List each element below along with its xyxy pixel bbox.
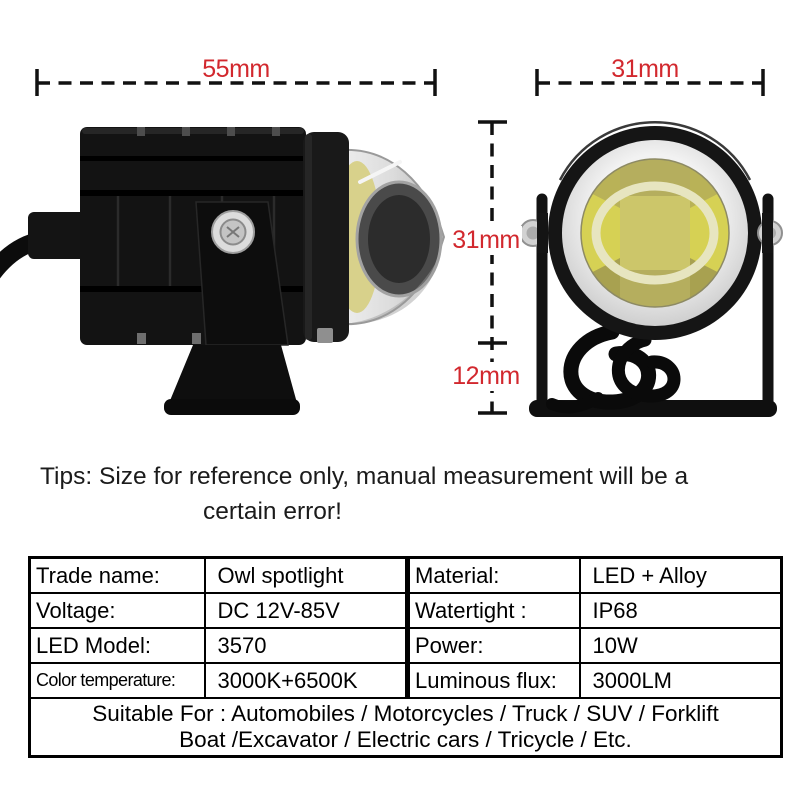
spec-label-trade-name: Trade name: [30,558,205,594]
spec-value-material: LED + Alloy [580,558,782,594]
spec-value-power: 10W [580,628,782,663]
bracket-bolt-left [520,213,548,253]
spotlight-side-view-image [0,110,470,430]
spec-label-watertight: Watertight : [408,593,580,628]
spec-row-colortemp-flux [30,663,782,698]
spec-value-led-model: 3570 [205,628,408,663]
pivot-bolt [212,211,254,253]
spec-table [28,556,783,758]
spec-row-trade-material [30,558,782,594]
suitable-for-cell [30,698,782,757]
spec-value-color-temperature: 3000K+6500K [205,663,408,698]
power-cable [0,212,86,274]
suitable-for-line2: Boat /Excavator / Electric cars / Tricycle / Etc. [179,727,632,752]
coiled-wire [552,332,674,407]
tips-line2: certain error! [203,498,342,525]
lens-end-cap [303,132,349,343]
tips-line1: Tips: Size for reference only, manual measurement will be a [40,463,689,490]
dimension-label-31mm-side: 31mm [450,226,522,255]
tips-note [40,459,688,529]
spotlight-front-view-image [505,110,800,445]
bracket-bolt-right [758,213,782,253]
spec-value-watertight: IP68 [580,593,782,628]
spec-label-power: Power: [408,628,580,663]
spec-label-luminous-flux: Luminous flux: [408,663,580,698]
spec-label-led-model: LED Model: [30,628,205,663]
spec-label-color-temperature: Color temperature: [30,663,205,698]
projector-lens-dome [333,150,444,324]
spec-label-voltage: Voltage: [30,593,205,628]
spec-label-material: Material: [408,558,580,594]
spec-value-trade-name: Owl spotlight [205,558,408,594]
spec-value-luminous-flux: 3000LM [580,663,782,698]
spec-value-voltage: DC 12V-85V [205,593,408,628]
suitable-for-row [30,698,782,757]
lamp-face [548,122,762,340]
spec-row-voltage-watertight [30,593,782,628]
suitable-for-line1: Suitable For : Automobiles / Motorcycles / Truck / SUV / Forklift [92,701,719,726]
dimension-label-31mm-top: 31mm [611,55,679,83]
dimension-label-12mm: 12mm [450,362,522,391]
spec-row-ledmodel-power [30,628,782,663]
dimension-label-55mm: 55mm [202,55,270,83]
